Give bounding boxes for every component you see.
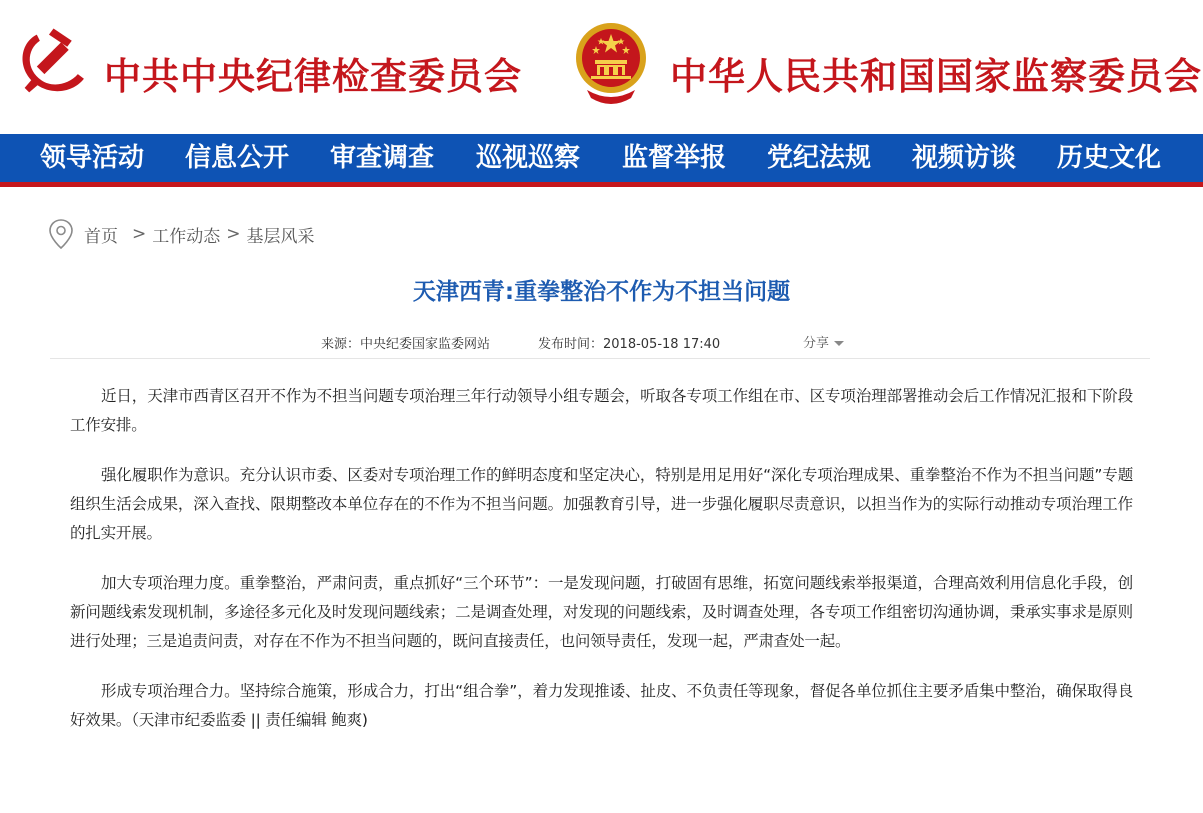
article-paragraph: 形成专项治理合力。坚持综合施策，形成合力，打出“组合拳”，着力发现推诿、扯皮、不负责任等现象，督促各单位抓住主要矛盾集中整治，确保取得良好效果。（天津市纪委监委 || 责任编辑 鲍爽) (70, 682, 1133, 729)
source-label: 来源： (321, 337, 361, 352)
breadcrumb-grassroots[interactable]: 基层风采 (246, 226, 315, 247)
party-emblem-icon[interactable] (14, 24, 90, 100)
article-source (321, 333, 490, 352)
breadcrumb-home[interactable]: 首页 (84, 226, 118, 247)
site-header (0, 0, 1203, 134)
article-title: 天津西青:重拳整治不作为不担当问题 (412, 279, 791, 305)
national-emblem-icon[interactable] (571, 20, 651, 106)
article-paragraph: 强化履职作为意识。充分认识市委、区委对专项治理工作的鲜明态度和坚定决心，特别是用足用好“深化专项治理成果、重拳整治不作为不担当问题”专题组织生活会成果，深入查找、限期整改本单位存在的不作为不担当问题。加强教育引导，进一步强化履职尽责意识，以担当作为的实际行动推动专项治理工作的扎实开展。 (70, 466, 1133, 542)
article-body (70, 382, 1133, 756)
breadcrumb-work-news[interactable]: 工作动态 (152, 226, 221, 247)
main-nav (0, 134, 1203, 187)
article-paragraph: 近日，天津市西青区召开不作为不担当问题专项治理三年行动领导小组专题会，听取各专项工作组在市、区专项治理部署推动会后工作情况汇报和下阶段工作安排。 (70, 387, 1133, 434)
source-value: 中央纪委国家监委网站 (360, 337, 491, 352)
breadcrumb (48, 218, 315, 250)
nav-item-inspection[interactable]: 巡视巡察 (476, 143, 581, 173)
nav-item-info-disclosure[interactable]: 信息公开 (185, 143, 290, 173)
time-label: 发布时间： (538, 337, 604, 352)
nav-item-video[interactable]: 视频访谈 (912, 143, 1017, 173)
chevron-down-icon (834, 341, 844, 346)
nav-item-report[interactable]: 监督举报 (622, 143, 727, 173)
nav-item-regulations[interactable]: 党纪法规 (767, 143, 872, 173)
article-time (538, 333, 720, 352)
nav-item-history[interactable]: 历史文化 (1057, 143, 1162, 173)
nav-item-leadership[interactable]: 领导活动 (40, 143, 145, 173)
breadcrumb-separator: > (226, 224, 241, 244)
nsc-title[interactable]: 中华人民共和国国家监察委员会 (670, 54, 1202, 98)
nav-item-investigation[interactable]: 审查调查 (330, 143, 435, 173)
time-value: 2018-05-18 17:40 (603, 337, 721, 352)
breadcrumb-separator: > (132, 224, 147, 244)
title-divider (50, 358, 1150, 359)
share-button[interactable] (803, 332, 844, 351)
location-pin-icon (48, 218, 74, 250)
ccdi-title[interactable]: 中共中央纪律检查委员会 (104, 54, 522, 98)
share-label: 分享 (803, 336, 830, 351)
article-paragraph: 加大专项治理力度。重拳整治，严肃问责，重点抓好“三个环节”：一是发现问题，打破固有思维，拓宽问题线索举报渠道，合理高效利用信息化手段，创新问题线索发现机制，多途径多元化及时发现问题线索；二是调查处理，对发现的问题线索，及时调查处理，各专项工作组密切沟通协调，秉承实事求是原则进行处理；三是追责问责，对存在不作为不担当问题的，既问直接责任，也问领导责任，发现一起，严肃查处一起。 (70, 574, 1133, 650)
